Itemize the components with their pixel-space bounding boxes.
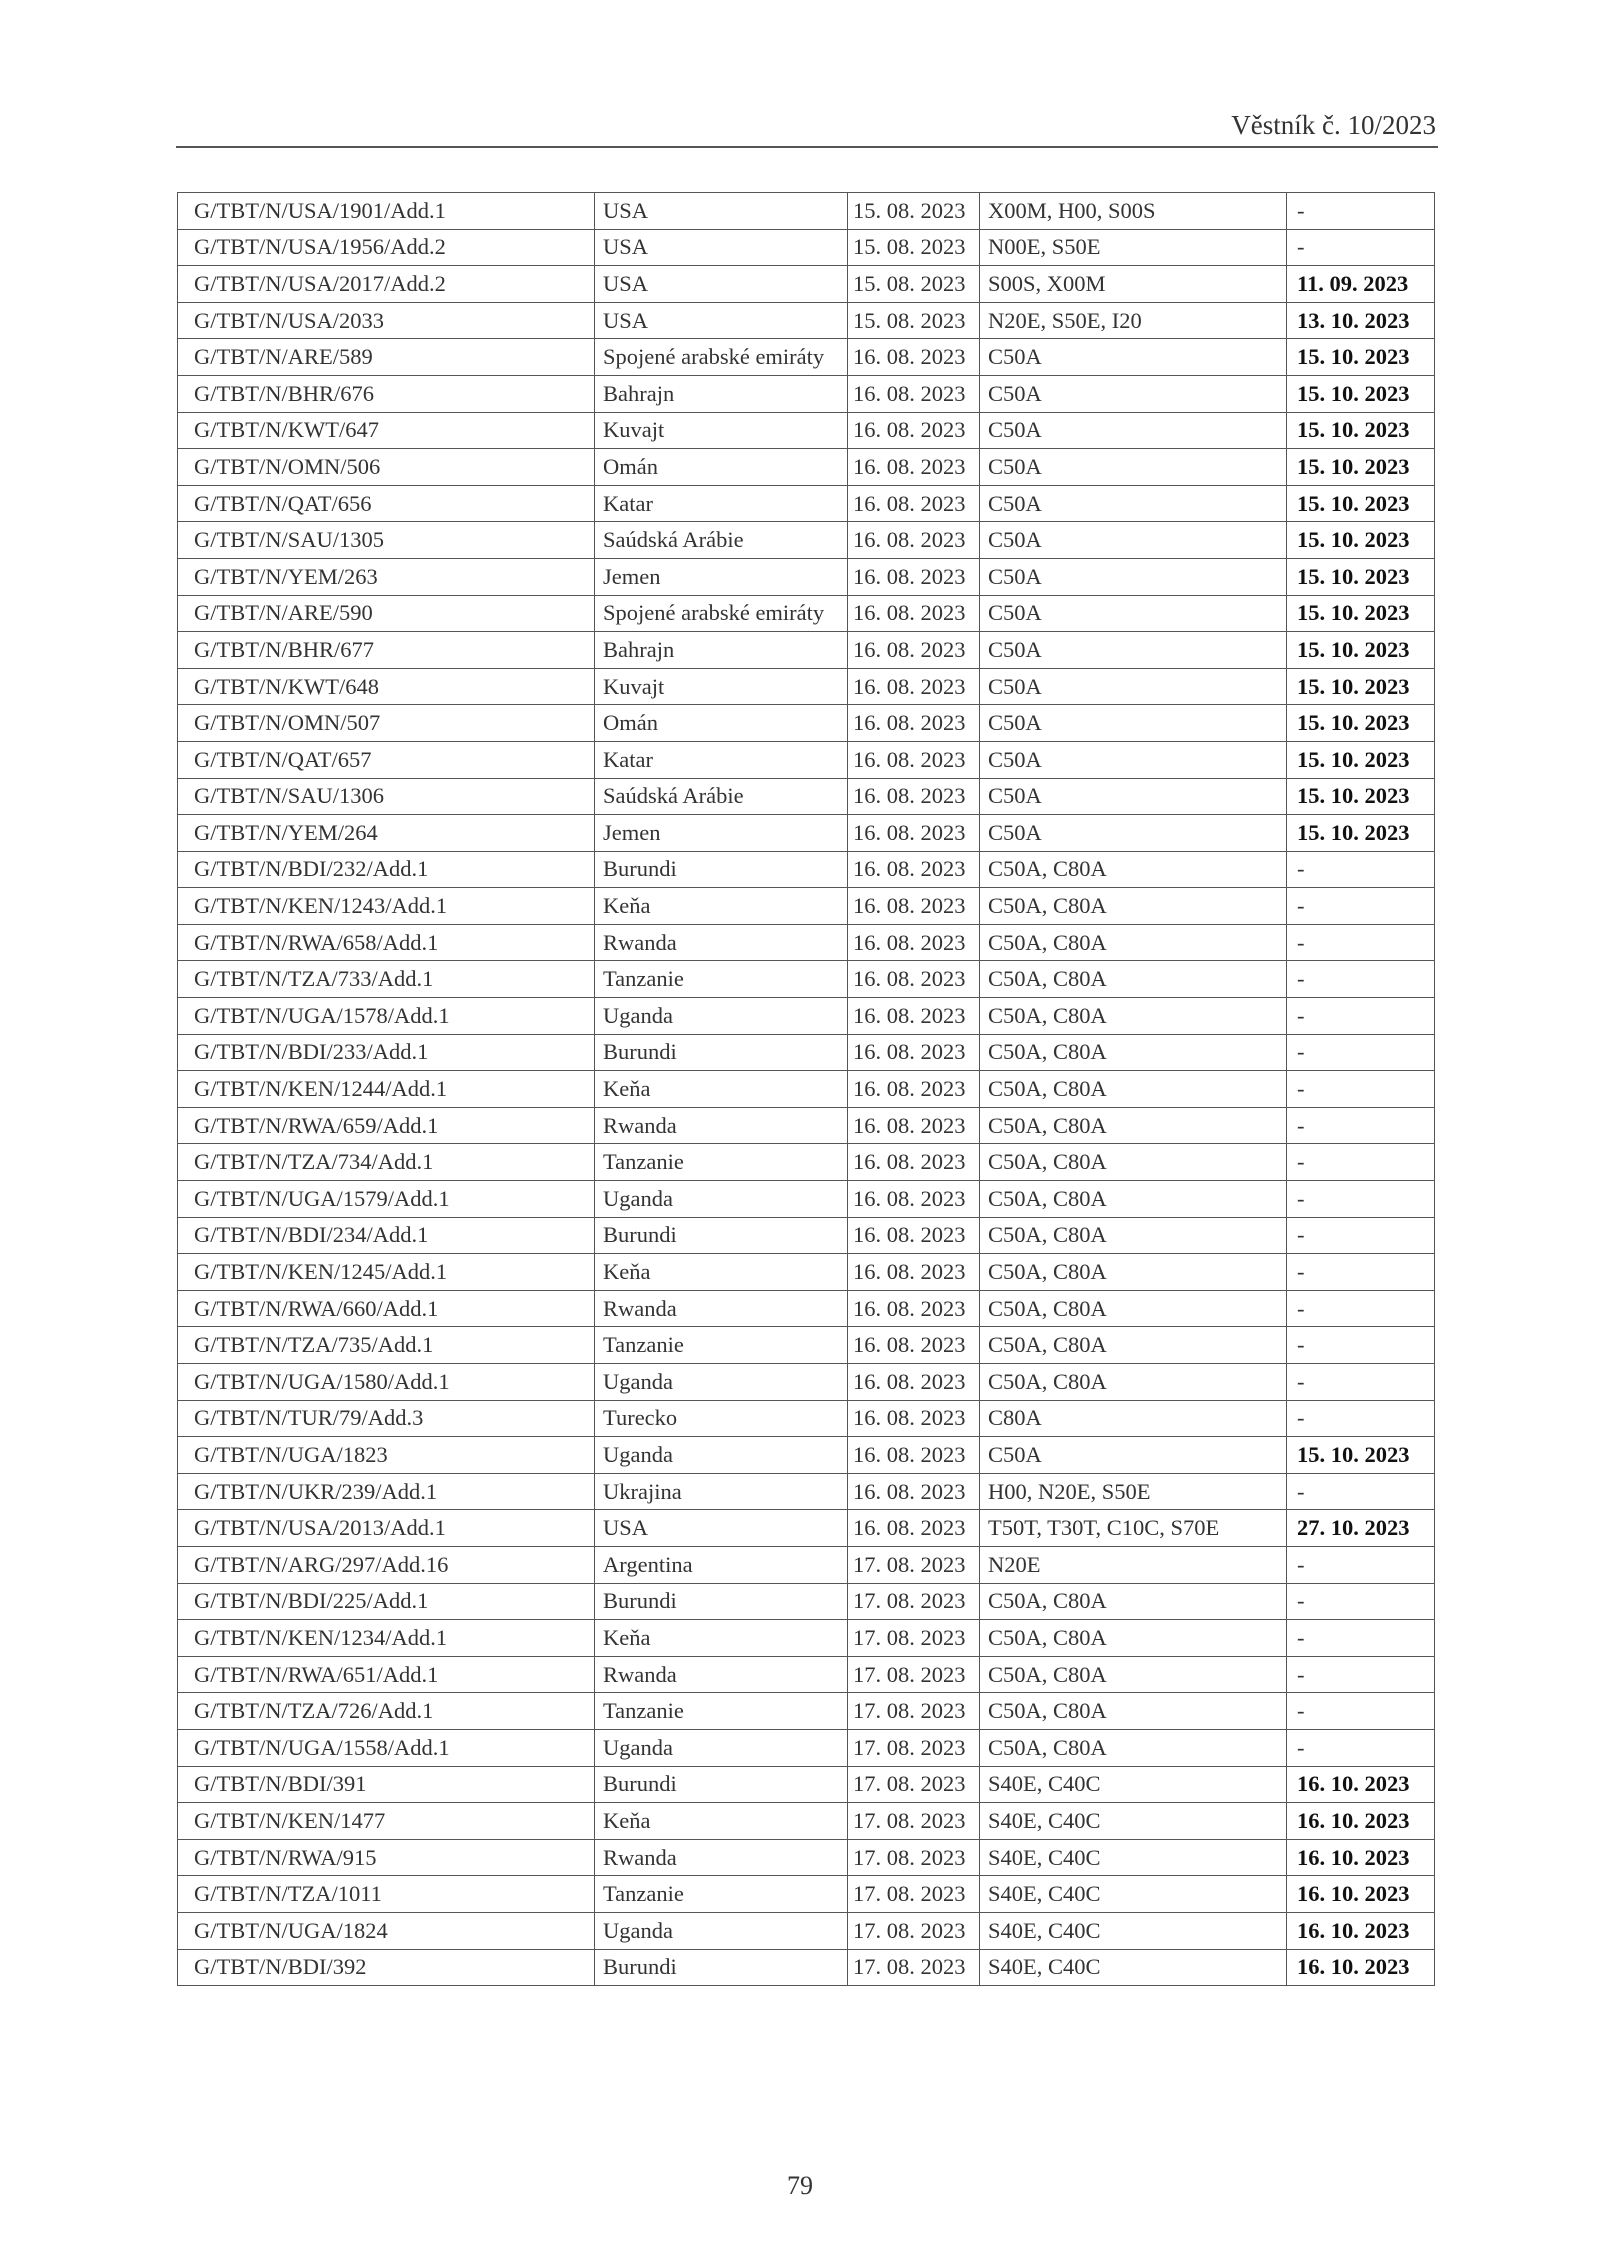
document-symbol-cell: G/TBT/N/KWT/647 (178, 412, 595, 449)
table-row (178, 339, 1435, 376)
member-country-cell: USA (595, 229, 848, 266)
comment-deadline-cell: - (1287, 1144, 1435, 1181)
member-country-cell: Burundi (595, 1583, 848, 1620)
product-codes-cell: S40E, C40C (980, 1839, 1287, 1876)
document-symbol-cell: G/TBT/N/TUR/79/Add.3 (178, 1400, 595, 1437)
document-symbol-cell: G/TBT/N/QAT/656 (178, 485, 595, 522)
document-symbol-cell: G/TBT/N/YEM/263 (178, 558, 595, 595)
table-row (178, 302, 1435, 339)
document-symbol-cell: G/TBT/N/UGA/1579/Add.1 (178, 1181, 595, 1218)
document-symbol-cell: G/TBT/N/RWA/651/Add.1 (178, 1656, 595, 1693)
comment-deadline-cell: - (1287, 1656, 1435, 1693)
product-codes-cell: S40E, C40C (980, 1949, 1287, 1986)
member-country-cell: Bahrajn (595, 375, 848, 412)
notification-date-cell: 16. 08. 2023 (848, 815, 980, 852)
document-symbol-cell: G/TBT/N/UKR/239/Add.1 (178, 1473, 595, 1510)
member-country-cell: Kuvajt (595, 668, 848, 705)
member-country-cell: Uganda (595, 998, 848, 1035)
notification-date-cell: 17. 08. 2023 (848, 1876, 980, 1913)
table-row (178, 1839, 1435, 1876)
product-codes-cell: C50A, C80A (980, 1729, 1287, 1766)
header-rule (176, 146, 1438, 148)
comment-deadline-cell: 15. 10. 2023 (1287, 595, 1435, 632)
table-row (178, 449, 1435, 486)
notification-date-cell: 16. 08. 2023 (848, 705, 980, 742)
table-row (178, 193, 1435, 230)
document-symbol-cell: G/TBT/N/BDI/225/Add.1 (178, 1583, 595, 1620)
notification-date-cell: 16. 08. 2023 (848, 741, 980, 778)
document-symbol-cell: G/TBT/N/ARG/297/Add.16 (178, 1546, 595, 1583)
product-codes-cell: C50A (980, 522, 1287, 559)
comment-deadline-cell: - (1287, 1181, 1435, 1218)
document-symbol-cell: G/TBT/N/UGA/1578/Add.1 (178, 998, 595, 1035)
member-country-cell: USA (595, 193, 848, 230)
product-codes-cell: C50A, C80A (980, 1144, 1287, 1181)
comment-deadline-cell: - (1287, 851, 1435, 888)
document-symbol-cell: G/TBT/N/KEN/1244/Add.1 (178, 1071, 595, 1108)
table-row (178, 412, 1435, 449)
product-codes-cell: C50A, C80A (980, 1107, 1287, 1144)
notification-date-cell: 17. 08. 2023 (848, 1583, 980, 1620)
document-symbol-cell: G/TBT/N/RWA/659/Add.1 (178, 1107, 595, 1144)
product-codes-cell: C50A (980, 558, 1287, 595)
notification-date-cell: 16. 08. 2023 (848, 1510, 980, 1547)
member-country-cell: Katar (595, 485, 848, 522)
document-symbol-cell: G/TBT/N/RWA/660/Add.1 (178, 1290, 595, 1327)
notification-date-cell: 16. 08. 2023 (848, 1107, 980, 1144)
table-row (178, 888, 1435, 925)
product-codes-cell: S40E, C40C (980, 1876, 1287, 1913)
member-country-cell: Argentina (595, 1546, 848, 1583)
comment-deadline-cell: 15. 10. 2023 (1287, 339, 1435, 376)
member-country-cell: Tanzanie (595, 1693, 848, 1730)
notification-date-cell: 16. 08. 2023 (848, 449, 980, 486)
comment-deadline-cell: - (1287, 998, 1435, 1035)
product-codes-cell: N00E, S50E (980, 229, 1287, 266)
product-codes-cell: C50A (980, 485, 1287, 522)
comment-deadline-cell: 15. 10. 2023 (1287, 1437, 1435, 1474)
product-codes-cell: C50A (980, 595, 1287, 632)
product-codes-cell: C50A (980, 339, 1287, 376)
document-symbol-cell: G/TBT/N/USA/1901/Add.1 (178, 193, 595, 230)
product-codes-cell: C50A, C80A (980, 888, 1287, 925)
table-row (178, 485, 1435, 522)
notification-date-cell: 16. 08. 2023 (848, 412, 980, 449)
comment-deadline-cell: - (1287, 1217, 1435, 1254)
document-symbol-cell: G/TBT/N/UGA/1824 (178, 1912, 595, 1949)
document-symbol-cell: G/TBT/N/KEN/1234/Add.1 (178, 1620, 595, 1657)
comment-deadline-cell: - (1287, 924, 1435, 961)
member-country-cell: Katar (595, 741, 848, 778)
comment-deadline-cell: 16. 10. 2023 (1287, 1949, 1435, 1986)
notification-date-cell: 16. 08. 2023 (848, 522, 980, 559)
product-codes-cell: S00S, X00M (980, 266, 1287, 303)
document-symbol-cell: G/TBT/N/QAT/657 (178, 741, 595, 778)
table-row (178, 632, 1435, 669)
comment-deadline-cell: 16. 10. 2023 (1287, 1766, 1435, 1803)
table-row (178, 522, 1435, 559)
product-codes-cell: C50A, C80A (980, 1290, 1287, 1327)
table-row (178, 1437, 1435, 1474)
table-row (178, 1473, 1435, 1510)
notification-date-cell: 16. 08. 2023 (848, 485, 980, 522)
product-codes-cell: C50A (980, 632, 1287, 669)
notification-date-cell: 16. 08. 2023 (848, 961, 980, 998)
notification-date-cell: 16. 08. 2023 (848, 1400, 980, 1437)
table-row (178, 1327, 1435, 1364)
product-codes-cell: C50A, C80A (980, 1254, 1287, 1291)
table-row (178, 1144, 1435, 1181)
document-symbol-cell: G/TBT/N/USA/2033 (178, 302, 595, 339)
comment-deadline-cell: - (1287, 961, 1435, 998)
member-country-cell: Tanzanie (595, 1144, 848, 1181)
comment-deadline-cell: 15. 10. 2023 (1287, 522, 1435, 559)
table-row (178, 1400, 1435, 1437)
product-codes-cell: C50A, C80A (980, 924, 1287, 961)
product-codes-cell: C50A, C80A (980, 1217, 1287, 1254)
comment-deadline-cell: 15. 10. 2023 (1287, 632, 1435, 669)
document-symbol-cell: G/TBT/N/BDI/232/Add.1 (178, 851, 595, 888)
table-row (178, 778, 1435, 815)
table-row (178, 1034, 1435, 1071)
notification-date-cell: 16. 08. 2023 (848, 595, 980, 632)
table-row (178, 1107, 1435, 1144)
member-country-cell: Tanzanie (595, 1327, 848, 1364)
comment-deadline-cell: 15. 10. 2023 (1287, 778, 1435, 815)
table-row (178, 1583, 1435, 1620)
document-symbol-cell: G/TBT/N/YEM/264 (178, 815, 595, 852)
member-country-cell: Jemen (595, 558, 848, 595)
document-symbol-cell: G/TBT/N/KEN/1243/Add.1 (178, 888, 595, 925)
member-country-cell: Keňa (595, 888, 848, 925)
product-codes-cell: C80A (980, 1400, 1287, 1437)
notification-date-cell: 17. 08. 2023 (848, 1839, 980, 1876)
comment-deadline-cell: 13. 10. 2023 (1287, 302, 1435, 339)
comment-deadline-cell: - (1287, 1327, 1435, 1364)
member-country-cell: Ukrajina (595, 1473, 848, 1510)
document-symbol-cell: G/TBT/N/TZA/733/Add.1 (178, 961, 595, 998)
page-number: 79 (787, 2171, 813, 2200)
notification-date-cell: 17. 08. 2023 (848, 1729, 980, 1766)
document-symbol-cell: G/TBT/N/UGA/1580/Add.1 (178, 1364, 595, 1401)
table-row (178, 705, 1435, 742)
notification-date-cell: 16. 08. 2023 (848, 1217, 980, 1254)
product-codes-cell: C50A (980, 375, 1287, 412)
member-country-cell: Keňa (595, 1254, 848, 1291)
member-country-cell: Uganda (595, 1364, 848, 1401)
product-codes-cell: C50A (980, 778, 1287, 815)
member-country-cell: Rwanda (595, 1839, 848, 1876)
notification-date-cell: 15. 08. 2023 (848, 266, 980, 303)
document-symbol-cell: G/TBT/N/BDI/233/Add.1 (178, 1034, 595, 1071)
product-codes-cell: C50A, C80A (980, 1656, 1287, 1693)
member-country-cell: Jemen (595, 815, 848, 852)
member-country-cell: USA (595, 266, 848, 303)
table-row (178, 1181, 1435, 1218)
product-codes-cell: C50A, C80A (980, 1693, 1287, 1730)
comment-deadline-cell: - (1287, 1254, 1435, 1291)
product-codes-cell: H00, N20E, S50E (980, 1473, 1287, 1510)
member-country-cell: Burundi (595, 1217, 848, 1254)
comment-deadline-cell: - (1287, 888, 1435, 925)
notification-date-cell: 16. 08. 2023 (848, 888, 980, 925)
product-codes-cell: C50A (980, 815, 1287, 852)
notification-date-cell: 17. 08. 2023 (848, 1656, 980, 1693)
table-row (178, 1254, 1435, 1291)
member-country-cell: Burundi (595, 1766, 848, 1803)
member-country-cell: Spojené arabské emiráty (595, 595, 848, 632)
notification-date-cell: 16. 08. 2023 (848, 1181, 980, 1218)
table-row (178, 961, 1435, 998)
notification-date-cell: 17. 08. 2023 (848, 1766, 980, 1803)
product-codes-cell: C50A, C80A (980, 1583, 1287, 1620)
member-country-cell: USA (595, 1510, 848, 1547)
table-row (178, 1949, 1435, 1986)
member-country-cell: Tanzanie (595, 961, 848, 998)
document-symbol-cell: G/TBT/N/TZA/735/Add.1 (178, 1327, 595, 1364)
member-country-cell: Burundi (595, 851, 848, 888)
notification-date-cell: 16. 08. 2023 (848, 1144, 980, 1181)
table-row (178, 1876, 1435, 1913)
comment-deadline-cell: 15. 10. 2023 (1287, 705, 1435, 742)
comment-deadline-cell: - (1287, 1583, 1435, 1620)
document-symbol-cell: G/TBT/N/SAU/1306 (178, 778, 595, 815)
document-symbol-cell: G/TBT/N/UGA/1558/Add.1 (178, 1729, 595, 1766)
journal-header: Věstník č. 10/2023 (1231, 110, 1436, 140)
comment-deadline-cell: 15. 10. 2023 (1287, 741, 1435, 778)
notification-date-cell: 15. 08. 2023 (848, 229, 980, 266)
document-symbol-cell: G/TBT/N/BDI/392 (178, 1949, 595, 1986)
member-country-cell: Uganda (595, 1181, 848, 1218)
notification-date-cell: 17. 08. 2023 (848, 1803, 980, 1840)
document-symbol-cell: G/TBT/N/OMN/507 (178, 705, 595, 742)
comment-deadline-cell: - (1287, 1400, 1435, 1437)
table-row (178, 1546, 1435, 1583)
comment-deadline-cell: 15. 10. 2023 (1287, 449, 1435, 486)
comment-deadline-cell: 11. 09. 2023 (1287, 266, 1435, 303)
comment-deadline-cell: - (1287, 1034, 1435, 1071)
member-country-cell: Rwanda (595, 1290, 848, 1327)
table-row (178, 1364, 1435, 1401)
comment-deadline-cell: - (1287, 1290, 1435, 1327)
document-symbol-cell: G/TBT/N/OMN/506 (178, 449, 595, 486)
member-country-cell: Tanzanie (595, 1876, 848, 1913)
member-country-cell: Burundi (595, 1034, 848, 1071)
document-symbol-cell: G/TBT/N/TZA/726/Add.1 (178, 1693, 595, 1730)
product-codes-cell: T50T, T30T, C10C, S70E (980, 1510, 1287, 1547)
member-country-cell: Rwanda (595, 1656, 848, 1693)
document-symbol-cell: G/TBT/N/BDI/234/Add.1 (178, 1217, 595, 1254)
document-symbol-cell: G/TBT/N/USA/2013/Add.1 (178, 1510, 595, 1547)
table-row (178, 1510, 1435, 1547)
member-country-cell: Saúdská Arábie (595, 522, 848, 559)
document-symbol-cell: G/TBT/N/BHR/676 (178, 375, 595, 412)
document-symbol-cell: G/TBT/N/USA/1956/Add.2 (178, 229, 595, 266)
document-symbol-cell: G/TBT/N/USA/2017/Add.2 (178, 266, 595, 303)
notification-date-cell: 16. 08. 2023 (848, 632, 980, 669)
member-country-cell: Uganda (595, 1729, 848, 1766)
notification-date-cell: 17. 08. 2023 (848, 1912, 980, 1949)
notification-date-cell: 16. 08. 2023 (848, 1034, 980, 1071)
product-codes-cell: X00M, H00, S00S (980, 193, 1287, 230)
document-symbol-cell: G/TBT/N/ARE/590 (178, 595, 595, 632)
product-codes-cell: C50A, C80A (980, 998, 1287, 1035)
member-country-cell: Burundi (595, 1949, 848, 1986)
member-country-cell: Keňa (595, 1620, 848, 1657)
table-row (178, 851, 1435, 888)
comment-deadline-cell: 16. 10. 2023 (1287, 1839, 1435, 1876)
product-codes-cell: C50A (980, 705, 1287, 742)
notification-date-cell: 16. 08. 2023 (848, 924, 980, 961)
table-row (178, 1071, 1435, 1108)
notification-date-cell: 16. 08. 2023 (848, 1071, 980, 1108)
product-codes-cell: C50A, C80A (980, 1364, 1287, 1401)
product-codes-cell: S40E, C40C (980, 1803, 1287, 1840)
table-row (178, 1912, 1435, 1949)
product-codes-cell: C50A (980, 449, 1287, 486)
comment-deadline-cell: 27. 10. 2023 (1287, 1510, 1435, 1547)
notification-date-cell: 16. 08. 2023 (848, 558, 980, 595)
document-symbol-cell: G/TBT/N/RWA/915 (178, 1839, 595, 1876)
table-row (178, 558, 1435, 595)
document-symbol-cell: G/TBT/N/KEN/1245/Add.1 (178, 1254, 595, 1291)
notification-date-cell: 17. 08. 2023 (848, 1620, 980, 1657)
product-codes-cell: C50A (980, 741, 1287, 778)
table-row (178, 1290, 1435, 1327)
notification-date-cell: 17. 08. 2023 (848, 1546, 980, 1583)
comment-deadline-cell: 16. 10. 2023 (1287, 1876, 1435, 1913)
notification-date-cell: 16. 08. 2023 (848, 1364, 980, 1401)
table-row (178, 1620, 1435, 1657)
document-symbol-cell: G/TBT/N/KWT/648 (178, 668, 595, 705)
notification-date-cell: 17. 08. 2023 (848, 1949, 980, 1986)
comment-deadline-cell: - (1287, 1693, 1435, 1730)
notification-table (177, 192, 1435, 1986)
notification-date-cell: 16. 08. 2023 (848, 1327, 980, 1364)
table-row (178, 375, 1435, 412)
notification-date-cell: 16. 08. 2023 (848, 1437, 980, 1474)
document-symbol-cell: G/TBT/N/RWA/658/Add.1 (178, 924, 595, 961)
notification-date-cell: 16. 08. 2023 (848, 375, 980, 412)
comment-deadline-cell: - (1287, 1364, 1435, 1401)
table-row (178, 595, 1435, 632)
table-row (178, 1803, 1435, 1840)
document-symbol-cell: G/TBT/N/ARE/589 (178, 339, 595, 376)
document-symbol-cell: G/TBT/N/BDI/391 (178, 1766, 595, 1803)
comment-deadline-cell: - (1287, 1546, 1435, 1583)
table-row (178, 668, 1435, 705)
product-codes-cell: N20E (980, 1546, 1287, 1583)
notification-date-cell: 16. 08. 2023 (848, 851, 980, 888)
member-country-cell: Omán (595, 705, 848, 742)
product-codes-cell: C50A (980, 668, 1287, 705)
comment-deadline-cell: 15. 10. 2023 (1287, 668, 1435, 705)
document-symbol-cell: G/TBT/N/TZA/1011 (178, 1876, 595, 1913)
product-codes-cell: C50A, C80A (980, 961, 1287, 998)
comment-deadline-cell: - (1287, 1071, 1435, 1108)
member-country-cell: Rwanda (595, 1107, 848, 1144)
document-symbol-cell: G/TBT/N/UGA/1823 (178, 1437, 595, 1474)
comment-deadline-cell: - (1287, 193, 1435, 230)
comment-deadline-cell: - (1287, 229, 1435, 266)
table-row (178, 815, 1435, 852)
table-row (178, 1217, 1435, 1254)
comment-deadline-cell: - (1287, 1473, 1435, 1510)
comment-deadline-cell: 15. 10. 2023 (1287, 558, 1435, 595)
member-country-cell: Kuvajt (595, 412, 848, 449)
member-country-cell: Keňa (595, 1803, 848, 1840)
comment-deadline-cell: - (1287, 1729, 1435, 1766)
table-row (178, 1729, 1435, 1766)
member-country-cell: USA (595, 302, 848, 339)
member-country-cell: Keňa (595, 1071, 848, 1108)
member-country-cell: Turecko (595, 1400, 848, 1437)
member-country-cell: Saúdská Arábie (595, 778, 848, 815)
comment-deadline-cell: 15. 10. 2023 (1287, 815, 1435, 852)
product-codes-cell: S40E, C40C (980, 1766, 1287, 1803)
notification-date-cell: 16. 08. 2023 (848, 1254, 980, 1291)
comment-deadline-cell: - (1287, 1620, 1435, 1657)
notification-date-cell: 16. 08. 2023 (848, 1473, 980, 1510)
product-codes-cell: C50A, C80A (980, 1327, 1287, 1364)
comment-deadline-cell: 16. 10. 2023 (1287, 1912, 1435, 1949)
member-country-cell: Uganda (595, 1912, 848, 1949)
member-country-cell: Bahrajn (595, 632, 848, 669)
product-codes-cell: C50A, C80A (980, 851, 1287, 888)
product-codes-cell: S40E, C40C (980, 1912, 1287, 1949)
notification-date-cell: 15. 08. 2023 (848, 193, 980, 230)
comment-deadline-cell: 15. 10. 2023 (1287, 375, 1435, 412)
product-codes-cell: C50A, C80A (980, 1620, 1287, 1657)
member-country-cell: Rwanda (595, 924, 848, 961)
comment-deadline-cell: - (1287, 1107, 1435, 1144)
member-country-cell: Omán (595, 449, 848, 486)
notification-date-cell: 16. 08. 2023 (848, 778, 980, 815)
document-symbol-cell: G/TBT/N/KEN/1477 (178, 1803, 595, 1840)
table-body (178, 193, 1435, 1986)
product-codes-cell: C50A (980, 1437, 1287, 1474)
product-codes-cell: C50A, C80A (980, 1034, 1287, 1071)
notification-date-cell: 16. 08. 2023 (848, 339, 980, 376)
table-row (178, 741, 1435, 778)
document-symbol-cell: G/TBT/N/TZA/734/Add.1 (178, 1144, 595, 1181)
table-row (178, 924, 1435, 961)
comment-deadline-cell: 15. 10. 2023 (1287, 412, 1435, 449)
notification-date-cell: 16. 08. 2023 (848, 668, 980, 705)
document-symbol-cell: G/TBT/N/SAU/1305 (178, 522, 595, 559)
product-codes-cell: N20E, S50E, I20 (980, 302, 1287, 339)
table-row (178, 1656, 1435, 1693)
table-row (178, 266, 1435, 303)
product-codes-cell: C50A (980, 412, 1287, 449)
table-row (178, 1766, 1435, 1803)
member-country-cell: Uganda (595, 1437, 848, 1474)
member-country-cell: Spojené arabské emiráty (595, 339, 848, 376)
document-symbol-cell: G/TBT/N/BHR/677 (178, 632, 595, 669)
table-row (178, 229, 1435, 266)
product-codes-cell: C50A, C80A (980, 1071, 1287, 1108)
comment-deadline-cell: 15. 10. 2023 (1287, 485, 1435, 522)
notification-date-cell: 16. 08. 2023 (848, 1290, 980, 1327)
product-codes-cell: C50A, C80A (980, 1181, 1287, 1218)
table-row (178, 1693, 1435, 1730)
comment-deadline-cell: 16. 10. 2023 (1287, 1803, 1435, 1840)
notification-date-cell: 16. 08. 2023 (848, 998, 980, 1035)
notification-date-cell: 17. 08. 2023 (848, 1693, 980, 1730)
table-row (178, 998, 1435, 1035)
notification-date-cell: 15. 08. 2023 (848, 302, 980, 339)
